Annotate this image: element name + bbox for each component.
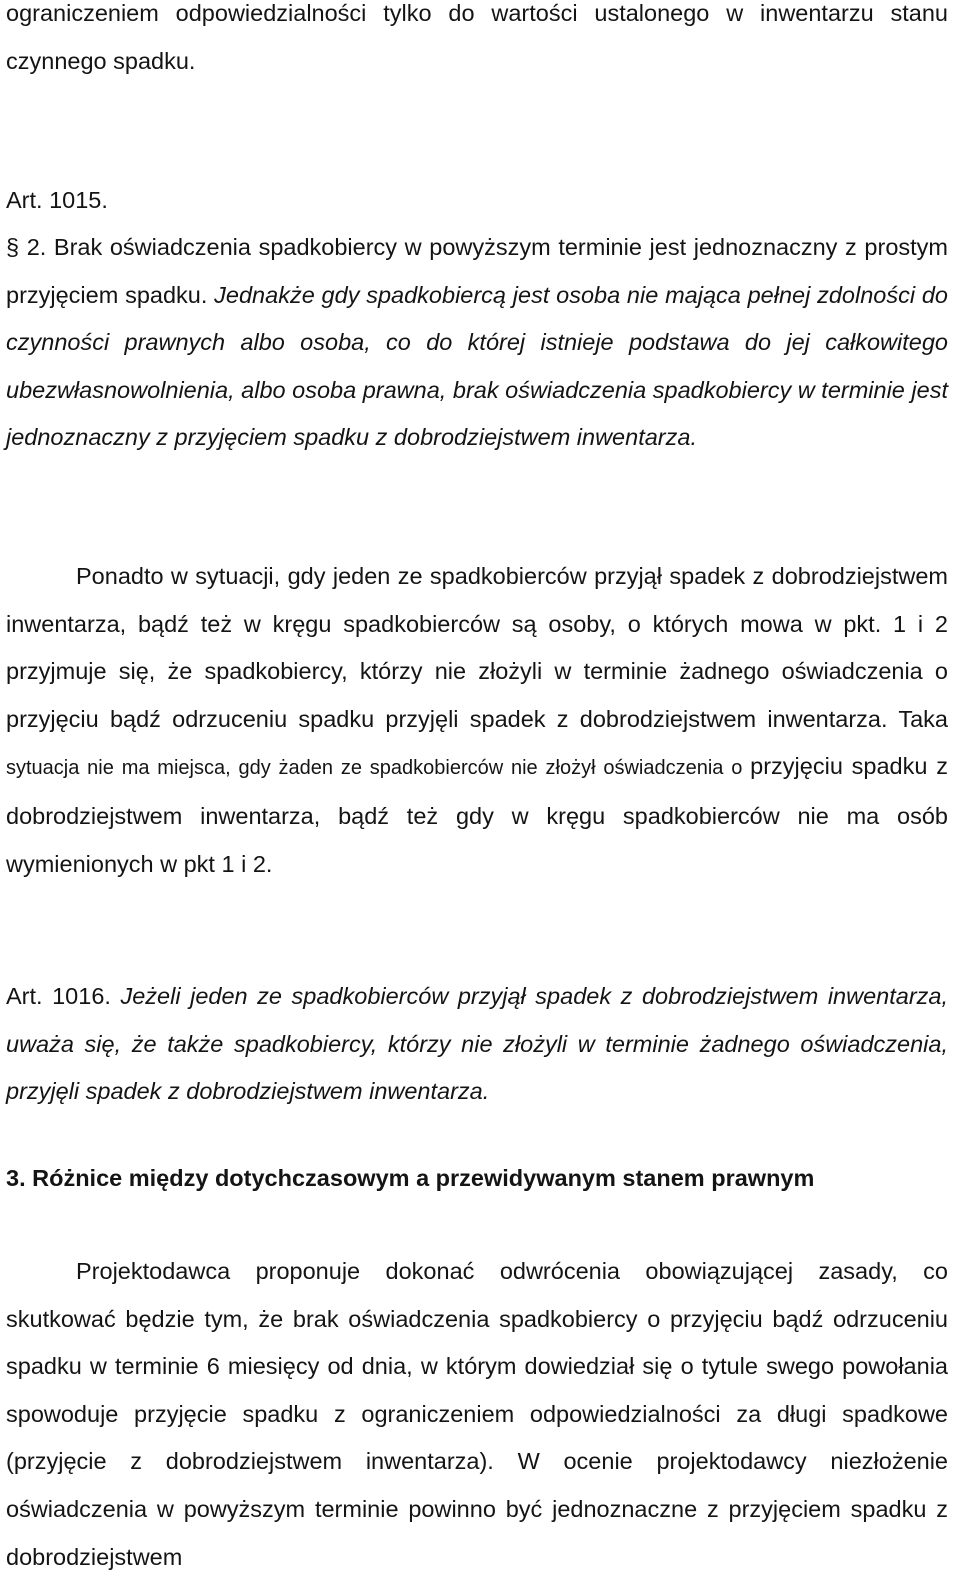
paragraph-2-italic: Jednakże gdy spadkobiercą jest osoba nie mająca pełnej zdolności do czynności prawnych albo osoba, co do której istnieje podstawa do jej całkowitego ubezwłasnowolnienia, albo osoba prawna, brak oświadczenia spadkobiercy w terminie jest jednoznaczny z przyjęciem spadku z dobrodziejstwem inwentarza. bbox=[6, 281, 948, 451]
paragraph-situation-part-3: przyjęciu spadku z dobrodziejstwem inwentarza, bądź też gdy w kręgu spadkobierców nie ma osób wymienionych w pkt 1 i 2. bbox=[6, 753, 948, 877]
article-1016-text: Jeżeli jeden ze spadkobierców przyjął spadek z dobrodziejstwem inwentarza, uważa się, że także spadkobiercy, którzy nie złożyli w terminie żadnego oświadczenia, przyjęli spadek z dobrodziejstwem inwentarza. bbox=[6, 983, 948, 1105]
article-1015-paragraph-2 bbox=[6, 224, 948, 462]
paragraph-2-plain: § 2. Brak oświadczenia spadkobiercy w powyższym terminie jest jednoznaczny z prostym przyjęciem spadku. bbox=[6, 234, 948, 308]
section-heading: 3. Różnice między dotychczasowym a przewidywanym stanem prawnym bbox=[6, 1165, 815, 1191]
article-1016-paragraph bbox=[6, 973, 948, 1116]
article-1015-heading: Art. 1015. bbox=[6, 187, 108, 213]
paragraph-situation-part-1: Ponadto w sytuacji, gdy jeden ze spadkobierców przyjął spadek z dobrodziejstwem inwentarza, bądź też w kręgu spadkobierców są osoby, o których mowa w pkt. 1 i 2 przyjmuje się, że spadkobiercy, którzy nie złożyli w terminie żadnego oświadczenia o przyjęciu bądź odrzuceniu spadku przyjęli spadek z dobrodziejstwem inwentarza. Taka bbox=[6, 563, 948, 732]
article-1016-label: Art. 1016. bbox=[6, 983, 121, 1009]
paragraph-continuation: ograniczeniem odpowiedzialności tylko do wartości ustalonego w inwentarzu stanu czynnego spadku. bbox=[6, 0, 948, 74]
paragraph-situation bbox=[6, 553, 948, 888]
paragraph-proposal: Projektodawca proponuje dokonać odwrócenia obowiązującej zasady, co skutkować będzie tym, że brak oświadczenia spadkobiercy o przyjęciu bądź odrzuceniu spadku w terminie 6 miesięcy od dnia, w którym dowiedział się o tytule swego powołania spowoduje przyjęcie spadku z ograniczeniem odpowiedzialności za długi spadkowe (przyjęcie z dobrodziejstwem inwentarza). W ocenie projektodawcy niezłożenie oświadczenia w powyższym terminie powinno być jednoznaczne z przyjęciem spadku z dobrodziejstwem bbox=[6, 1258, 948, 1570]
paragraph-situation-part-2: sytuacja nie ma miejsca, gdy żaden ze spadkobierców nie złożył oświadczenia o bbox=[6, 757, 751, 780]
